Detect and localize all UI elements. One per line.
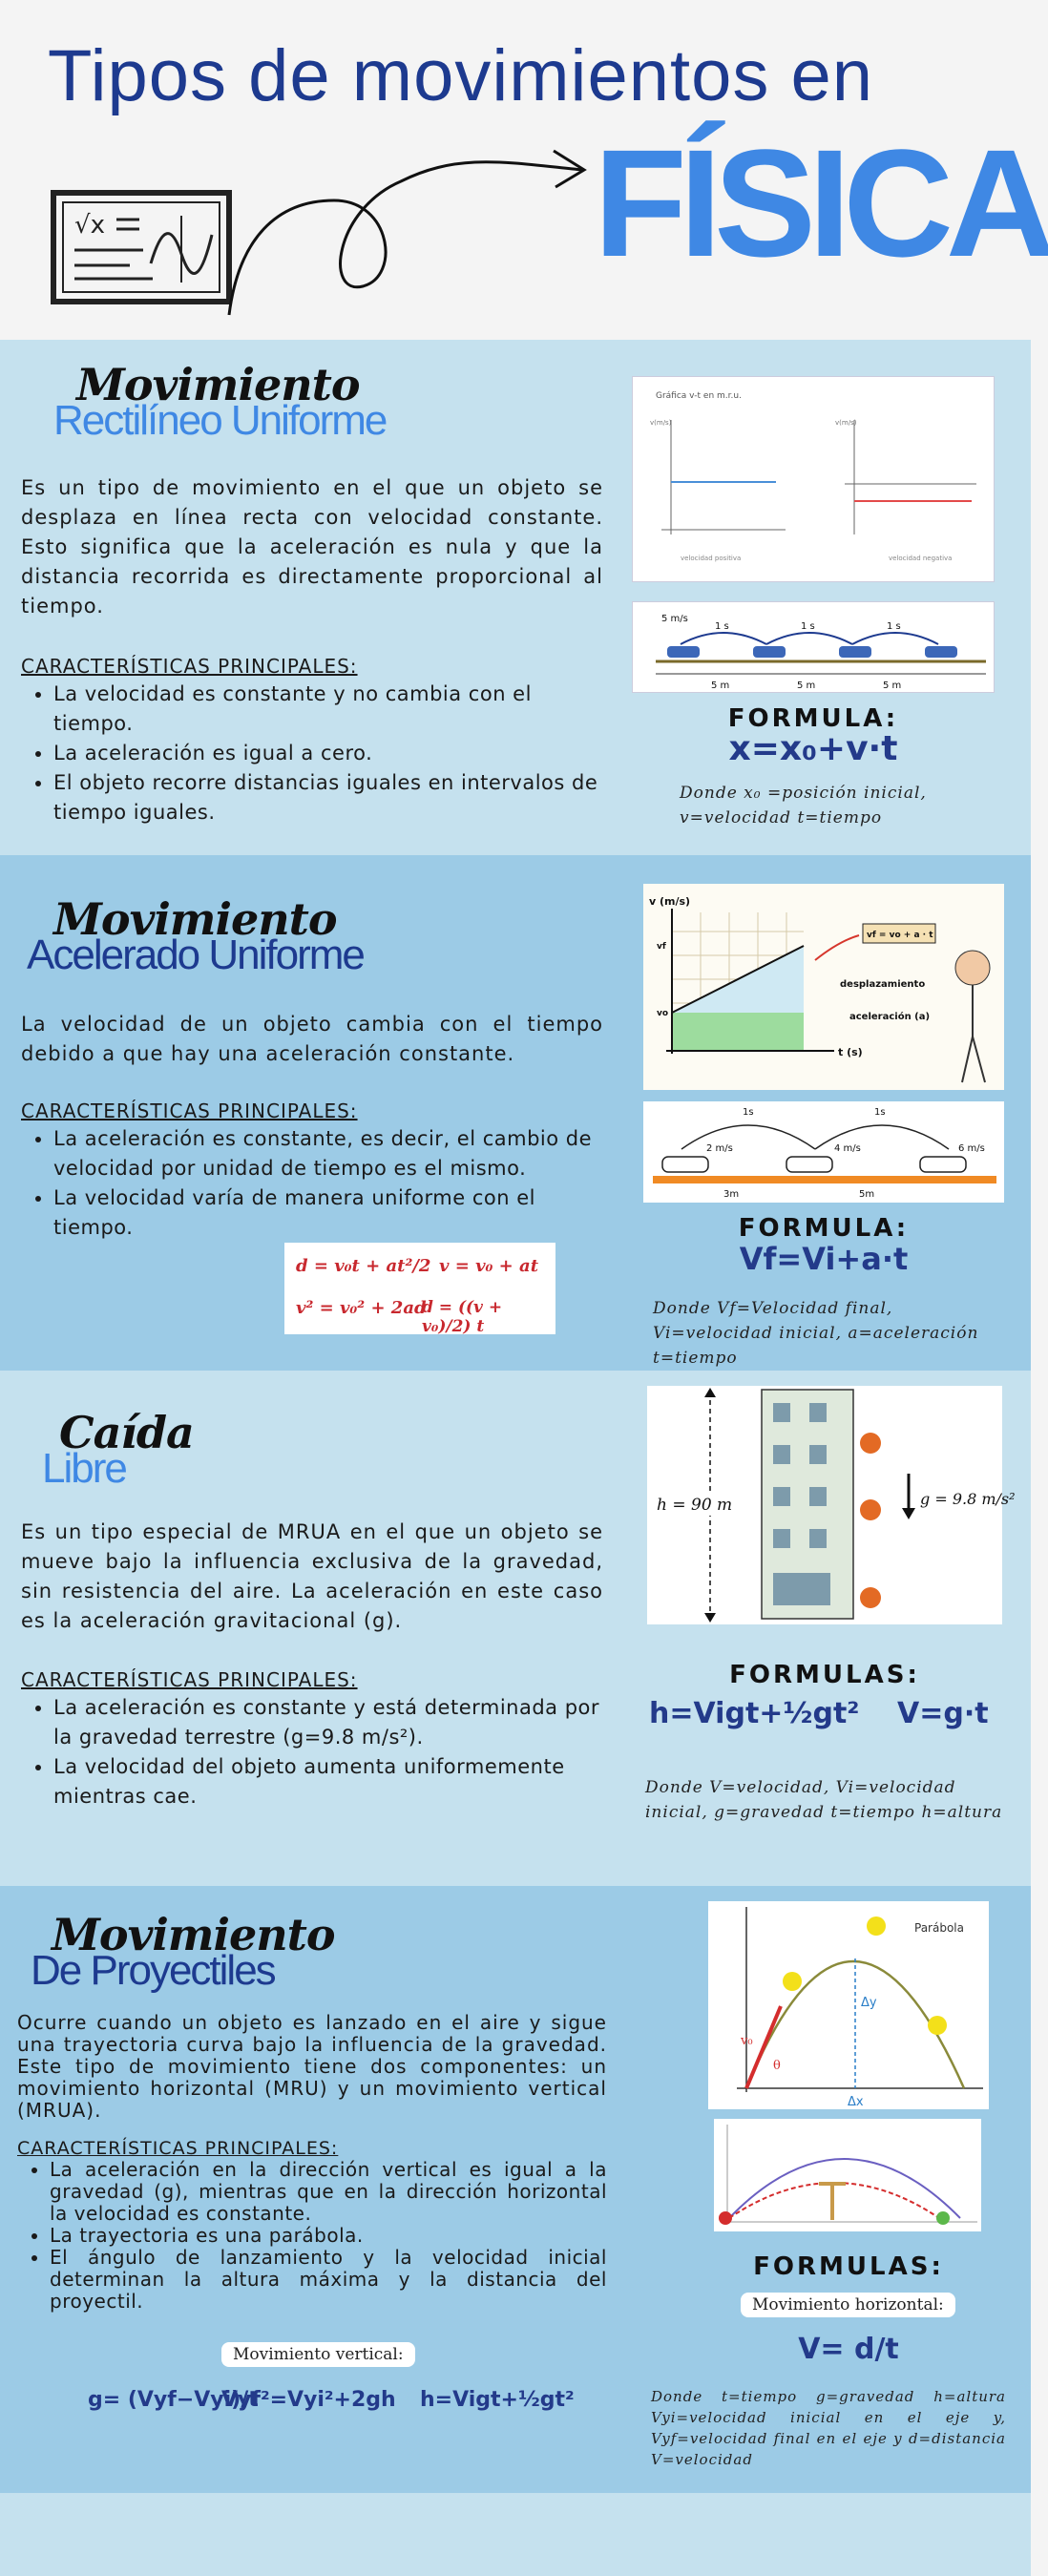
svg-text:vf = vo + a · t: vf = vo + a · t <box>867 931 933 940</box>
proy-vertical-formula-1: g= (Vyf−Vyi)/t <box>88 2388 259 2412</box>
caida-formula-note: Donde V=velocidad, Vi=velocidad inicial, g=gravedad t=tiempo h=altura <box>645 1778 1003 1822</box>
list-item: • La aceleración es constante, es decir, el cambio de velocidad por unidad de tiempo es el mismo. <box>53 1124 603 1183</box>
mrua-formula: Vf=Vi+a·t <box>739 1241 909 1277</box>
mrua-characteristics-list <box>21 1124 603 1243</box>
curved-arrow-icon <box>220 95 601 325</box>
caida-title-a: Caída <box>59 1407 194 1458</box>
svg-text:1 s: 1 s <box>715 621 729 632</box>
list-item: • La aceleración es constante y está determinada por la gravedad terrestre (g=9.8 m/s²). <box>53 1693 603 1752</box>
svg-text:1s: 1s <box>743 1107 754 1118</box>
proy-formula-note: Donde t=tiempo g=gravedad h=altura Vyi=velocidad inicial en el eje y, Vyf=velocidad final en el eje y d=distancia V=velocidad <box>651 2388 1006 2468</box>
caida-title-b: Libre <box>42 1445 126 1492</box>
svg-text:5 m: 5 m <box>797 681 816 691</box>
proy-formula-title: FORMULAS: <box>753 2252 944 2281</box>
list-item: • La velocidad del objeto aumenta uniformemente mientras cae. <box>53 1752 603 1812</box>
proy-vertical-formula-3: h=Vigt+½gt² <box>420 2388 575 2412</box>
svg-text:θ: θ <box>773 2059 781 2073</box>
caida-building-image <box>647 1386 1016 1624</box>
proy-characteristics-title: CARACTERÍSTICAS PRINCIPALES: <box>17 2138 339 2159</box>
caida-characteristics-list <box>21 1693 603 1812</box>
svg-text:v(m/s): v(m/s) <box>650 419 672 427</box>
mrua-formula-note: Donde Vf=Velocidad final, Vi=velocidad inicial, a=aceleración t=tiempo <box>653 1299 979 1368</box>
svg-text:√x: √x <box>74 211 105 240</box>
section-proyectiles <box>0 1886 1031 2493</box>
svg-text:5m: 5m <box>859 1189 875 1200</box>
svg-text:5 m: 5 m <box>711 681 730 691</box>
mru-formula: x=x₀+v·t <box>728 729 898 768</box>
blackboard-icon <box>48 187 239 311</box>
mru-road-image <box>632 601 995 693</box>
proy-parabola-image <box>708 1901 989 2109</box>
list-item: • La trayectoria es una parábola. <box>50 2225 607 2247</box>
caida-characteristics-title: CARACTERÍSTICAS PRINCIPALES: <box>21 1668 358 1691</box>
list-item: • La aceleración es igual a cero. <box>53 739 603 768</box>
svg-text:aceleración (a): aceleración (a) <box>849 1012 931 1022</box>
caida-formula-2: V=g·t <box>897 1697 989 1730</box>
svg-text:desplazamiento: desplazamiento <box>840 979 926 990</box>
mru-graph-caption: Gráfica v-t en m.r.u. <box>656 391 742 401</box>
proy-title-b: De Proyectiles <box>31 1947 275 1994</box>
header <box>0 0 1048 340</box>
mrua-title-b: Acelerado Uniforme <box>27 932 364 978</box>
svg-text:Δy: Δy <box>861 1996 877 2010</box>
mrua-characteristics-title: CARACTERÍSTICAS PRINCIPALES: <box>21 1100 358 1122</box>
section-mrua <box>0 855 1031 1371</box>
mru-title-b: Rectilíneo Uniforme <box>53 397 387 444</box>
caida-description: Es un tipo especial de MRUA en el que un objeto se mueve bajo la influencia exclusiva de la gravedad, sin resistencia del aire. La aceleración en este caso es la aceleración gravitacional (g). <box>21 1520 603 1632</box>
svg-text:Δx: Δx <box>848 2095 864 2109</box>
list-item: • La velocidad es constante y no cambia con el tiempo. <box>53 680 603 739</box>
svg-text:g = 9.8 m/s²: g = 9.8 m/s² <box>920 1490 1016 1508</box>
list-item: • El ángulo de lanzamiento y la velocidad inicial determinan la altura máxima y la distancia del proyectil. <box>50 2247 607 2313</box>
proy-horizontal-formula: V= d/t <box>798 2333 899 2366</box>
mrua-title-a: Movimiento <box>53 893 337 945</box>
mru-formula-title: FORMULA: <box>727 704 899 733</box>
footer-band <box>0 2493 1031 2576</box>
mru-description: Es un tipo de movimiento en el que un objeto se desplaza en línea recta con velocidad constante. Esto significa que la aceleración es nula y que la distancia recorrida es directamente proporcional al tiempo. <box>21 476 603 618</box>
mrua-description: La velocidad de un objeto cambia con el tiempo debido a que hay una aceleración constante. <box>21 1013 603 1065</box>
svg-text:v(m/s): v(m/s) <box>835 419 857 427</box>
svg-text:vf: vf <box>657 942 666 952</box>
proy-characteristics-list <box>17 2159 607 2313</box>
mru-characteristics-title: CARACTERÍSTICAS PRINCIPALES: <box>21 655 358 678</box>
mru-characteristics-list <box>21 680 603 827</box>
svg-text:1s: 1s <box>874 1107 886 1118</box>
mrua-equations-image: d = v₀t + at²/2 v = v₀ + at v² = v₀² + 2ad d = ((v + v₀)/2) t <box>284 1243 555 1334</box>
mru-formula-note: Donde x₀ =posición inicial, v=velocidad t=tiempo <box>680 784 927 827</box>
caida-formula-1: h=Vigt+½gt² <box>649 1697 860 1730</box>
proy-vertical-label: Movimiento vertical: <box>221 2342 415 2367</box>
svg-text:vo: vo <box>657 1009 669 1018</box>
page-title-line1: Tipos de movimientos en <box>48 35 874 116</box>
section-mru <box>0 340 1031 855</box>
proy-description: Ocurre cuando un objeto es lanzado en el aire y sigue una trayectoria curva bajo la influencia de la gravedad. Este tipo de movimiento tiene dos componentes: un movimiento horizontal (MRU) y un movimiento vertical (MRUA). <box>17 2011 607 2122</box>
list-item: • La velocidad varía de manera uniforme con el tiempo. <box>53 1183 603 1243</box>
section-caida-libre <box>0 1371 1031 1886</box>
list-item: • El objeto recorre distancias iguales en intervalos de tiempo iguales. <box>53 768 603 827</box>
svg-text:1 s: 1 s <box>801 621 815 632</box>
mrua-graph-image <box>643 884 1004 1090</box>
svg-text:v₀: v₀ <box>741 2034 753 2048</box>
svg-text:velocidad positiva: velocidad positiva <box>681 555 742 562</box>
proy-vertical-formula-2: Vyf²=Vyi²+2gh <box>221 2388 396 2412</box>
proy-trajectory-image <box>714 2119 981 2231</box>
list-item: • La aceleración en la dirección vertical es igual a la gravedad (g), mientras que en la dirección horizontal la velocidad es constante. <box>50 2159 607 2225</box>
svg-text:v (m/s): v (m/s) <box>649 895 691 908</box>
mrua-formula-title: FORMULA: <box>738 1214 910 1243</box>
mru-title-a: Movimiento <box>76 359 360 410</box>
svg-text:4 m/s: 4 m/s <box>834 1143 861 1154</box>
page-title-line2: FÍSICA <box>594 117 1048 288</box>
mrua-road-image <box>643 1101 1004 1203</box>
proy-title-a: Movimiento <box>52 1909 335 1960</box>
caida-formula-title: FORMULAS: <box>729 1661 920 1689</box>
svg-text:6 m/s: 6 m/s <box>958 1143 985 1154</box>
svg-text:t (s): t (s) <box>838 1046 863 1058</box>
svg-text:Parábola: Parábola <box>914 1921 964 1935</box>
svg-text:5 m: 5 m <box>883 681 902 691</box>
svg-text:velocidad negativa: velocidad negativa <box>889 555 953 562</box>
proy-horizontal-label: Movimiento horizontal: <box>741 2293 955 2317</box>
svg-text:3m: 3m <box>723 1189 740 1200</box>
svg-text:5 m/s: 5 m/s <box>661 614 688 624</box>
svg-text:2 m/s: 2 m/s <box>706 1143 733 1154</box>
mru-graph-image <box>632 376 995 582</box>
svg-text:h = 90 m: h = 90 m <box>657 1496 733 1515</box>
svg-text:1 s: 1 s <box>887 621 901 632</box>
